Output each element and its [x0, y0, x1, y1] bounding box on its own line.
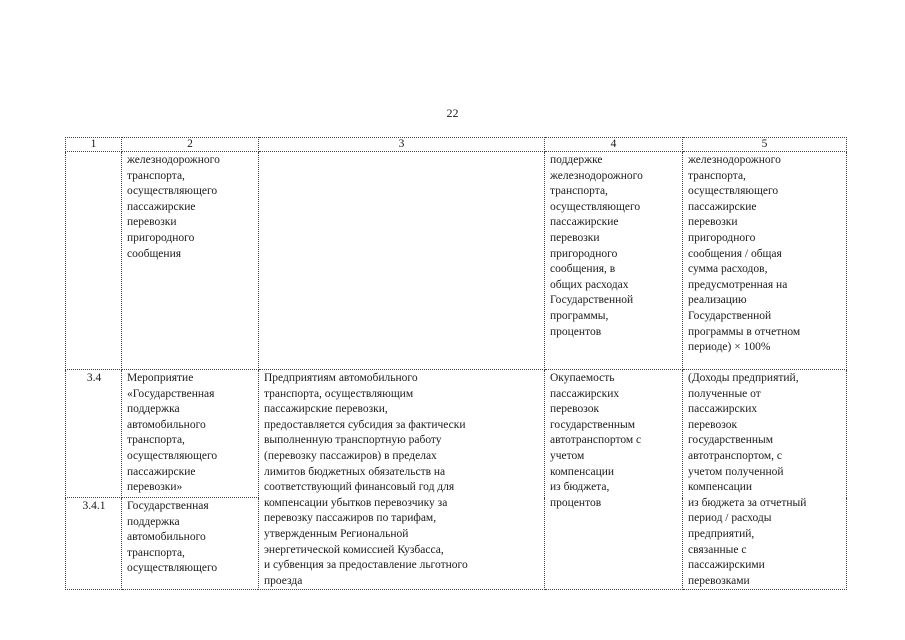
cell-formula: железнодорожного транспорта, осуществляющего пассажирские перевозки пригородного сообщения / общая сумма расходов, предусмотренная на реализацию Государственной программы в отчетном периоде) × 100% [683, 152, 847, 370]
page-number: 22 [446, 106, 459, 120]
table-row-3-4 [66, 370, 847, 498]
cell-indicator-3-4: Окупаемость пассажирских перевозок государственным автотранспортом с учетом компенсации из бюджета, процентов [545, 370, 683, 590]
header-col-4: 4 [545, 138, 683, 152]
table-header-row [66, 138, 847, 152]
cell-number-3-4-1: 3.4.1 [66, 498, 122, 590]
cell-formula-3-4: (Доходы предприятий, полученные от пассажирских перевозок государственным автотранспортом, с учетом полученной компенсации из бюджета за отчетный период / расходы предприятий, связанные с пассажирскими перевозками [683, 370, 847, 590]
header-col-5: 5 [683, 138, 847, 152]
header-col-2: 2 [122, 138, 259, 152]
cell-indicator: поддержке железнодорожного транспорта, осуществляющего пассажирские перевозки пригородного сообщения, в общих расходах Государственной программы, процентов [545, 152, 683, 370]
cell-name: железнодорожного транспорта, осуществляющего пассажирские перевозки пригородного сообщения [122, 152, 259, 370]
cell-description [259, 152, 545, 370]
table-row-continuation [66, 152, 847, 370]
header-col-1: 1 [66, 138, 122, 152]
program-table [65, 137, 847, 590]
cell-number-3-4: 3.4 [66, 370, 122, 498]
cell-description-3-4: Предприятиям автомобильного транспорта, осуществляющим пассажирские перевозки, предоставляется субсидия за фактически выполненную транспортную работу (перевозку пассажиров) в пределах лимитов бюджетных обязательств на соответствующий финансовый год для компенсации убытков перевозчику за перевозку пассажиров по тарифам, утвержденным Региональной энергетической комиссией Кузбасса, и субвенция за предоставление льготного проезда [259, 370, 545, 590]
header-col-3: 3 [259, 138, 545, 152]
cell-number [66, 152, 122, 370]
cell-name-3-4-1: Государственная поддержка автомобильного транспорта, осуществляющего [122, 498, 259, 590]
cell-name-3-4: Мероприятие «Государственная поддержка автомобильного транспорта, осуществляющего пассажирские перевозки» [122, 370, 259, 498]
